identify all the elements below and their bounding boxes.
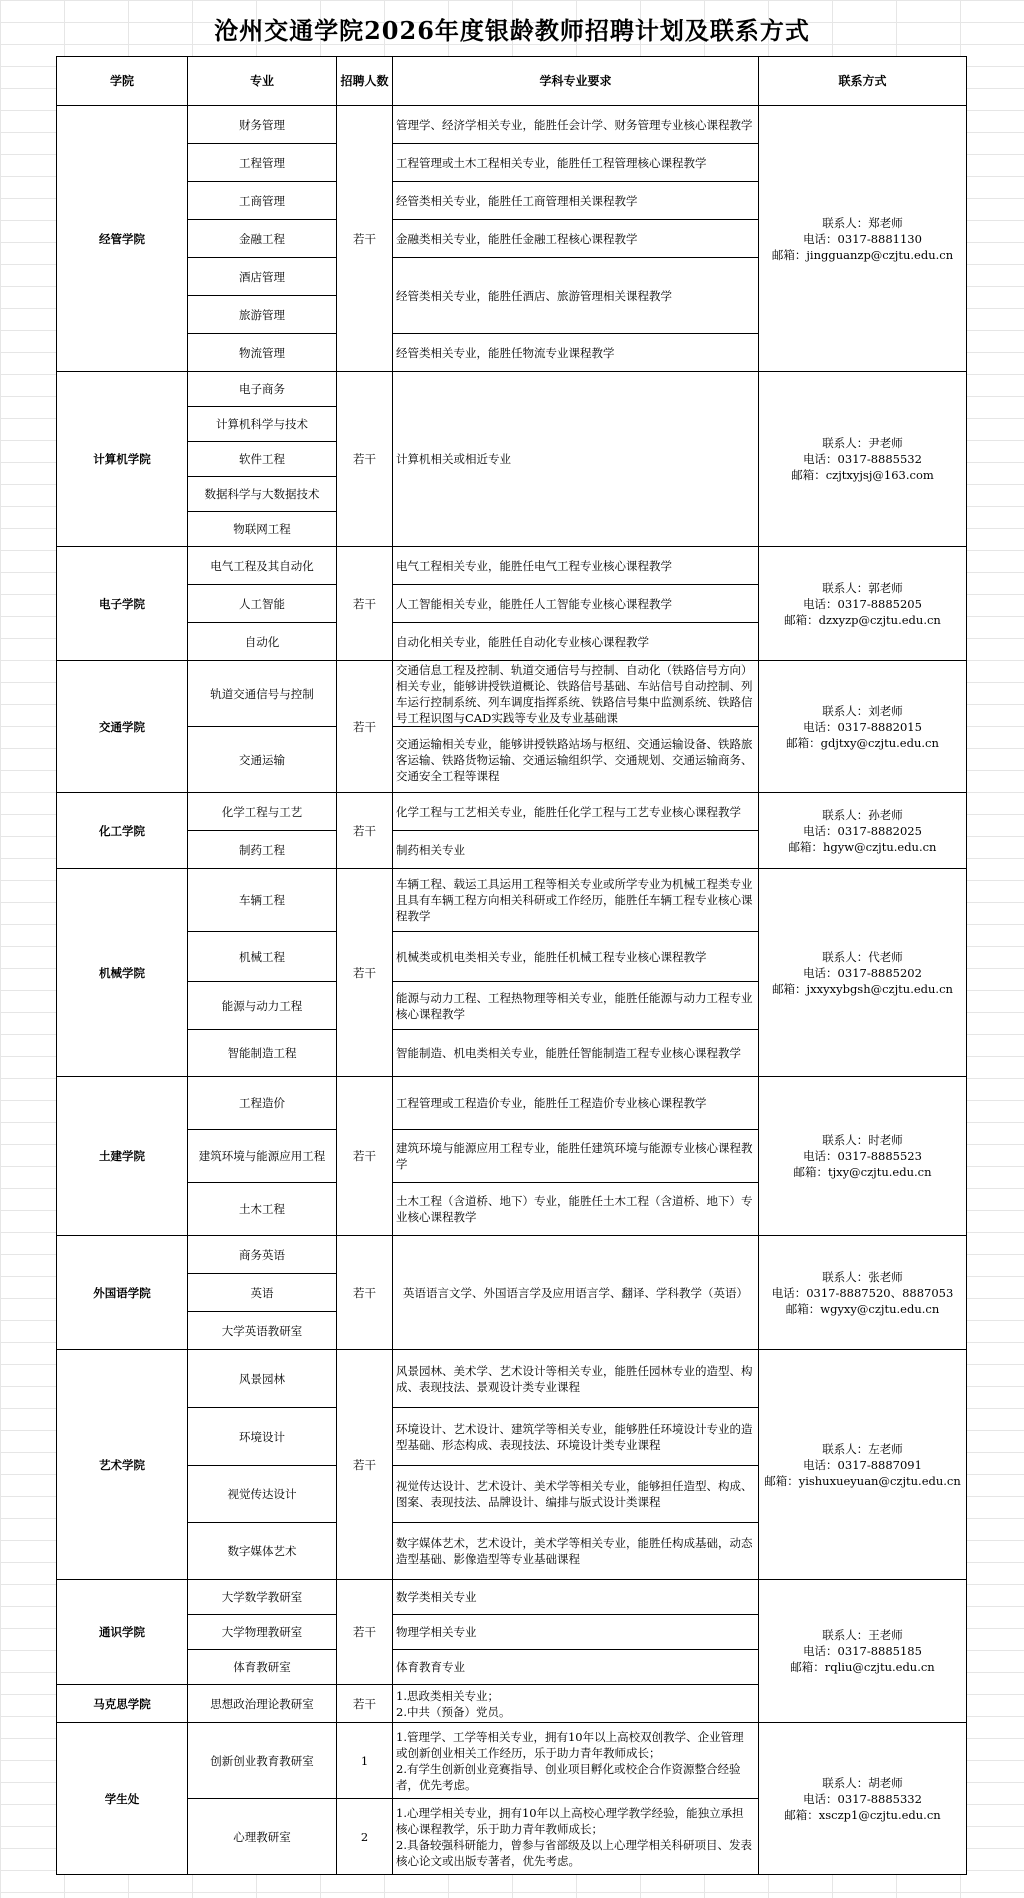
college-cell: 通识学院 bbox=[57, 1580, 188, 1685]
requirement-cell bbox=[393, 1723, 759, 1799]
table-header-row bbox=[57, 57, 967, 106]
text-line: 制药相关专业 bbox=[396, 842, 465, 857]
text-line: 车辆工程、载运工具运用工程等相关专业或所学专业为机械工程类专业且具有车辆工程方向相关科研或工作经历，能胜任车辆工程专业核心课程教学 bbox=[396, 877, 753, 923]
text-line: 计算机相关或相近专业 bbox=[396, 452, 511, 466]
text-line: 数字媒体艺术，艺术设计，美术学等相关专业，能胜任构成基础，动态造型基础、影像造型等专业基础课程 bbox=[396, 1536, 753, 1566]
text-line: 数学类相关专业 bbox=[396, 1590, 477, 1604]
contact-line: 电话：0317-8887520、8887053 bbox=[771, 1285, 954, 1300]
major-cell: 工程造价 bbox=[188, 1077, 337, 1130]
requirement-cell bbox=[393, 1650, 759, 1685]
requirement-cell bbox=[393, 1236, 759, 1350]
requirement-cell bbox=[393, 547, 759, 585]
header-requirements: 学科专业要求 bbox=[393, 57, 759, 106]
text-line: 经管类相关专业，能胜任物流专业课程教学 bbox=[396, 345, 615, 360]
contact-line: 联系人：王老师 bbox=[822, 1628, 903, 1642]
college-cell: 学生处 bbox=[57, 1723, 188, 1875]
contact-line: 电话：0317-8885523 bbox=[803, 1149, 922, 1163]
text-line: 经管类相关专业，能胜任酒店、旅游管理相关课程教学 bbox=[396, 288, 672, 303]
requirement-cell bbox=[393, 1350, 759, 1408]
contact-line: 邮箱：czjtxyjsj@163.com bbox=[791, 468, 934, 482]
text-line: 管理学、经济学相关专业，能胜任会计学、财务管理专业核心课程教学 bbox=[396, 117, 753, 132]
contact-cell bbox=[759, 793, 967, 869]
text-line: 人工智能相关专业，能胜任人工智能专业核心课程教学 bbox=[396, 596, 672, 611]
text-line: 自动化相关专业，能胜任自动化专业核心课程教学 bbox=[396, 634, 649, 649]
major-cell: 计算机科学与技术 bbox=[188, 407, 337, 442]
major-cell: 思想政治理论教研室 bbox=[188, 1685, 337, 1723]
requirement-cell bbox=[393, 661, 759, 727]
major-cell: 车辆工程 bbox=[188, 869, 337, 932]
text-line: 1.心理学相关专业，拥有10年以上高校心理学教学经验，能独立承担核心课程教学，乐于助力青年教师成长； bbox=[396, 1805, 744, 1836]
requirement-cell bbox=[393, 793, 759, 831]
college-cell: 艺术学院 bbox=[57, 1350, 188, 1580]
major-cell: 智能制造工程 bbox=[188, 1030, 337, 1077]
count-cell: 若干 bbox=[337, 547, 393, 661]
major-cell: 轨道交通信号与控制 bbox=[188, 661, 337, 727]
text-line: 物理学相关专业 bbox=[396, 1625, 477, 1639]
major-cell: 交通运输 bbox=[188, 727, 337, 793]
text-line: 交通信息工程及控制、轨道交通信号与控制、自动化（铁路信号方向）相关专业，能够讲授铁道概论、铁路信号基础、车站信号自动控制、列车运行控制系统、列车调度指挥系统、铁路信号集中监测系统、铁路信号工程识图与CAD实践等专业及专业基础课 bbox=[396, 662, 753, 725]
major-cell: 金融工程 bbox=[188, 220, 337, 258]
college-cell: 土建学院 bbox=[57, 1077, 188, 1236]
text-line: 电气工程相关专业，能胜任电气工程专业核心课程教学 bbox=[396, 558, 672, 573]
contact-line: 联系人：代老师 bbox=[822, 949, 903, 964]
requirement-cell bbox=[393, 372, 759, 547]
major-cell: 数字媒体艺术 bbox=[188, 1523, 337, 1580]
major-cell: 制药工程 bbox=[188, 831, 337, 869]
header-major: 专业 bbox=[188, 57, 337, 106]
major-cell: 心理教研室 bbox=[188, 1799, 337, 1875]
table-body bbox=[57, 106, 967, 1875]
requirement-cell bbox=[393, 1130, 759, 1183]
contact-line: 电话：0317-8882015 bbox=[803, 719, 922, 734]
major-cell: 财务管理 bbox=[188, 106, 337, 144]
count-cell: 若干 bbox=[337, 372, 393, 547]
requirement-cell bbox=[393, 1615, 759, 1650]
major-cell: 风景园林 bbox=[188, 1350, 337, 1408]
text-line: 建筑环境与能源应用工程专业，能胜任建筑环境与能源专业核心课程教学 bbox=[396, 1141, 753, 1171]
text-line: 2.有学生创新创业竞赛指导、创业项目孵化或校企合作资源整合经验者，优先考虑。 bbox=[396, 1761, 741, 1792]
count-cell: 若干 bbox=[337, 661, 393, 793]
requirement-cell bbox=[393, 869, 759, 932]
major-cell: 化学工程与工艺 bbox=[188, 793, 337, 831]
requirement-cell bbox=[393, 727, 759, 793]
major-cell: 人工智能 bbox=[188, 585, 337, 623]
requirement-cell bbox=[393, 1799, 759, 1875]
contact-line: 电话：0317-8885185 bbox=[803, 1644, 922, 1658]
major-cell: 英语 bbox=[188, 1274, 337, 1312]
requirement-cell bbox=[393, 144, 759, 182]
contact-line: 电话：0317-8885205 bbox=[803, 596, 922, 611]
count-cell: 若干 bbox=[337, 1236, 393, 1350]
contact-line: 联系人：郭老师 bbox=[822, 580, 903, 595]
requirement-cell bbox=[393, 831, 759, 869]
text-line: 2.具备较强科研能力，曾参与省部级及以上心理学相关科研项目、发表核心论文或出版专著者，优先考虑。 bbox=[396, 1837, 752, 1868]
requirement-cell bbox=[393, 623, 759, 661]
text-line: 工程管理或土木工程相关专业，能胜任工程管理核心课程教学 bbox=[396, 155, 707, 170]
requirement-cell bbox=[393, 1523, 759, 1580]
text-line: 能源与动力工程、工程热物理等相关专业，能胜任能源与动力工程专业核心课程教学 bbox=[396, 990, 753, 1021]
requirement-cell bbox=[393, 106, 759, 144]
major-cell: 数据科学与大数据技术 bbox=[188, 477, 337, 512]
contact-line: 联系人：时老师 bbox=[822, 1133, 903, 1147]
major-cell: 商务英语 bbox=[188, 1236, 337, 1274]
contact-line: 邮箱：rqliu@czjtu.edu.cn bbox=[790, 1660, 935, 1674]
count-cell: 若干 bbox=[337, 793, 393, 869]
contact-cell bbox=[759, 1580, 967, 1723]
major-cell: 自动化 bbox=[188, 623, 337, 661]
table-row bbox=[57, 661, 967, 727]
contact-cell bbox=[759, 372, 967, 547]
text-line: 工程管理或工程造价专业，能胜任工程造价专业核心课程教学 bbox=[396, 1096, 707, 1110]
contact-cell bbox=[759, 106, 967, 372]
contact-line: 邮箱：jingguanzp@czjtu.edu.cn bbox=[771, 247, 954, 262]
contact-cell bbox=[759, 1236, 967, 1350]
contact-line: 联系人：郑老师 bbox=[822, 215, 903, 230]
contact-line: 联系人：刘老师 bbox=[822, 703, 903, 718]
text-line: 金融类相关专业，能胜任金融工程核心课程教学 bbox=[396, 231, 638, 246]
table-row bbox=[57, 372, 967, 407]
requirement-cell bbox=[393, 585, 759, 623]
requirement-cell bbox=[393, 1077, 759, 1130]
text-line: 视觉传达设计、艺术设计、美术学等相关专业，能够担任造型、构成、图案、表现技法、品牌设计、编排与版式设计类课程 bbox=[396, 1479, 753, 1509]
requirement-cell bbox=[393, 1580, 759, 1615]
major-cell: 能源与动力工程 bbox=[188, 982, 337, 1030]
text-line: 体育教育专业 bbox=[396, 1660, 465, 1674]
major-cell: 机械工程 bbox=[188, 932, 337, 982]
count-cell: 2 bbox=[337, 1799, 393, 1875]
college-cell: 外国语学院 bbox=[57, 1236, 188, 1350]
major-cell: 体育教研室 bbox=[188, 1650, 337, 1685]
contact-cell bbox=[759, 869, 967, 1077]
text-line: 化学工程与工艺相关专业，能胜任化学工程与工艺专业核心课程教学 bbox=[396, 804, 741, 819]
requirement-cell bbox=[393, 334, 759, 372]
major-cell: 大学物理教研室 bbox=[188, 1615, 337, 1650]
contact-line: 联系人：尹老师 bbox=[822, 436, 903, 450]
header-college: 学院 bbox=[57, 57, 188, 106]
major-cell: 软件工程 bbox=[188, 442, 337, 477]
major-cell: 旅游管理 bbox=[188, 296, 337, 334]
college-cell: 马克思学院 bbox=[57, 1685, 188, 1723]
text-line: 1.思政类相关专业； bbox=[396, 1688, 499, 1703]
college-cell: 经管学院 bbox=[57, 106, 188, 372]
table-row bbox=[57, 1580, 967, 1615]
contact-line: 邮箱：hgyw@czjtu.edu.cn bbox=[788, 839, 937, 854]
major-cell: 酒店管理 bbox=[188, 258, 337, 296]
header-count: 招聘人数 bbox=[337, 57, 393, 106]
text-line: 机械类或机电类相关专业，能胜任机械工程专业核心课程教学 bbox=[396, 949, 707, 964]
requirement-cell bbox=[393, 1030, 759, 1077]
college-cell: 电子学院 bbox=[57, 547, 188, 661]
table-row bbox=[57, 1723, 967, 1799]
header-contact: 联系方式 bbox=[759, 57, 967, 106]
contact-cell bbox=[759, 1723, 967, 1875]
requirement-cell bbox=[393, 1685, 759, 1723]
contact-line: 电话：0317-8885202 bbox=[803, 965, 922, 980]
contact-cell bbox=[759, 661, 967, 793]
text-line: 风景园林、美术学、艺术设计等相关专业，能胜任园林专业的造型、构成、表现技法、景观设计类专业课程 bbox=[396, 1363, 753, 1394]
count-cell: 若干 bbox=[337, 1350, 393, 1580]
contact-line: 联系人：左老师 bbox=[822, 1441, 903, 1456]
college-cell: 计算机学院 bbox=[57, 372, 188, 547]
contact-line: 邮箱：yishuxueyuan@czjtu.edu.cn bbox=[764, 1473, 961, 1488]
text-line: 英语语言文学、外国语言学及应用语言学、翻译、学科教学（英语） bbox=[403, 1285, 748, 1300]
text-line: 1.管理学、工学等相关专业，拥有10年以上高校双创教学、企业管理或创新创业相关工作经历，乐于助力青年教师成长； bbox=[396, 1729, 744, 1760]
major-cell: 视觉传达设计 bbox=[188, 1466, 337, 1523]
contact-line: 电话：0317-8887091 bbox=[803, 1457, 922, 1472]
contact-line: 邮箱：gdjtxy@czjtu.edu.cn bbox=[786, 735, 939, 750]
contact-line: 电话：0317-8882025 bbox=[803, 823, 922, 838]
text-line: 2.中共（预备）党员。 bbox=[396, 1704, 511, 1719]
table-row bbox=[57, 1236, 967, 1274]
contact-line: 联系人：张老师 bbox=[822, 1269, 903, 1284]
table-row bbox=[57, 1350, 967, 1408]
table-row bbox=[57, 1077, 967, 1130]
requirement-cell bbox=[393, 220, 759, 258]
requirement-cell bbox=[393, 982, 759, 1030]
contact-line: 联系人：胡老师 bbox=[822, 1775, 903, 1790]
requirement-cell bbox=[393, 258, 759, 334]
page-title: 沧州交通学院2026年度银龄教师招聘计划及联系方式 bbox=[214, 16, 810, 45]
contact-cell bbox=[759, 547, 967, 661]
requirement-cell bbox=[393, 932, 759, 982]
text-line: 经管类相关专业，能胜任工商管理相关课程教学 bbox=[396, 193, 638, 208]
contact-line: 邮箱：tjxy@czjtu.edu.cn bbox=[793, 1165, 932, 1179]
text-line: 环境设计、艺术设计、建筑学等相关专业，能够胜任环境设计专业的造型基础、形态构成、表现技法、环境设计类专业课程 bbox=[396, 1421, 753, 1452]
text-line: 土木工程（含道桥、地下）专业，能胜任土木工程（含道桥、地下）专业核心课程教学 bbox=[396, 1194, 753, 1224]
major-cell: 土木工程 bbox=[188, 1183, 337, 1236]
contact-line: 电话：0317-8885532 bbox=[803, 452, 922, 466]
contact-line: 邮箱：jxxyxybgsh@czjtu.edu.cn bbox=[772, 981, 953, 996]
major-cell: 工程管理 bbox=[188, 144, 337, 182]
requirement-cell bbox=[393, 1183, 759, 1236]
count-cell: 若干 bbox=[337, 106, 393, 372]
major-cell: 创新创业教育教研室 bbox=[188, 1723, 337, 1799]
contact-cell bbox=[759, 1077, 967, 1236]
major-cell: 大学英语教研室 bbox=[188, 1312, 337, 1350]
major-cell: 物流管理 bbox=[188, 334, 337, 372]
table-row bbox=[57, 793, 967, 831]
major-cell: 大学数学教研室 bbox=[188, 1580, 337, 1615]
major-cell: 建筑环境与能源应用工程 bbox=[188, 1130, 337, 1183]
contact-line: 邮箱：dzxyzp@czjtu.edu.cn bbox=[784, 612, 941, 627]
count-cell: 1 bbox=[337, 1723, 393, 1799]
text-line: 智能制造、机电类相关专业，能胜任智能制造工程专业核心课程教学 bbox=[396, 1046, 741, 1060]
contact-line: 联系人：孙老师 bbox=[822, 807, 903, 822]
count-cell: 若干 bbox=[337, 1077, 393, 1236]
college-cell: 化工学院 bbox=[57, 793, 188, 869]
table-row bbox=[57, 547, 967, 585]
text-line: 交通运输相关专业，能够讲授铁路站场与枢纽、交通运输设备、铁路旅客运输、铁路货物运输、交通运输组织学、交通规划、交通运输商务、交通安全工程等课程 bbox=[396, 736, 753, 783]
requirement-cell bbox=[393, 182, 759, 220]
major-cell: 环境设计 bbox=[188, 1408, 337, 1466]
college-cell: 机械学院 bbox=[57, 869, 188, 1077]
recruitment-table bbox=[56, 56, 967, 1875]
count-cell: 若干 bbox=[337, 1685, 393, 1723]
contact-line: 电话：0317-8881130 bbox=[803, 231, 922, 246]
count-cell: 若干 bbox=[337, 869, 393, 1077]
college-cell: 交通学院 bbox=[57, 661, 188, 793]
contact-cell bbox=[759, 1350, 967, 1580]
major-cell: 物联网工程 bbox=[188, 512, 337, 547]
requirement-cell bbox=[393, 1408, 759, 1466]
contact-line: 邮箱：wgyxy@czjtu.edu.cn bbox=[785, 1301, 940, 1316]
table-row bbox=[57, 106, 967, 144]
requirement-cell bbox=[393, 1466, 759, 1523]
major-cell: 电气工程及其自动化 bbox=[188, 547, 337, 585]
contact-line: 邮箱：xsczp1@czjtu.edu.cn bbox=[784, 1807, 941, 1822]
table-row bbox=[57, 869, 967, 932]
count-cell: 若干 bbox=[337, 1580, 393, 1685]
major-cell: 工商管理 bbox=[188, 182, 337, 220]
contact-line: 电话：0317-8885332 bbox=[803, 1791, 922, 1806]
major-cell: 电子商务 bbox=[188, 372, 337, 407]
